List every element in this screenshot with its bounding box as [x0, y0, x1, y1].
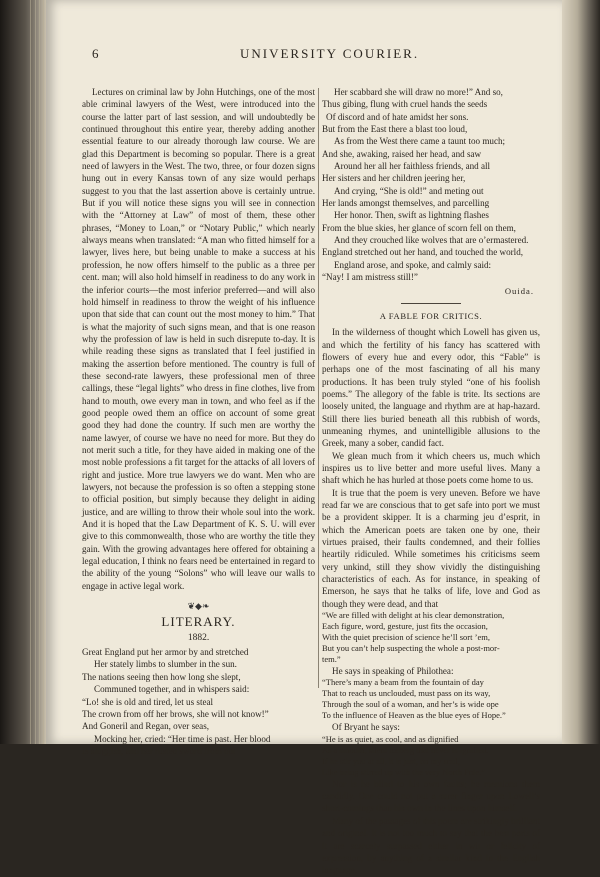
poem-line: The nations seeing then how long she slept,	[82, 671, 241, 682]
quote-line: “We are filled with delight at his clear demonstration,	[322, 610, 505, 621]
philothea-quote	[322, 677, 540, 721]
quote-line: With the quiet precision of science he’ll sort ’em,	[322, 632, 490, 643]
article-paragraph: Many of the passages of this poem are strikingly brilliant and original. It is not too much to say that the best parts of it are scarcely surpassed either in wit or felicity of expression, by anything of a similar kind in the English language.	[322, 815, 540, 876]
poem-author: Ouida.	[504, 285, 534, 296]
quote-line: But you can’t help suspecting the whole a post-mor-	[322, 643, 500, 654]
poem-line: Her scabbard she will draw no more!” And so,	[334, 87, 503, 97]
poem-line: And crying, “She is old!” and meting out	[334, 185, 484, 196]
ornament: ❦◆❧	[187, 601, 210, 612]
poem-line: Of discord and of hate amidst her sons.	[326, 111, 469, 122]
poem-line: And she, awaking, raised her head, and saw	[322, 148, 482, 159]
quote-line: If he stir you at all, it is just, on my soul,	[322, 755, 460, 766]
page-edge	[562, 0, 600, 744]
quote-line: Like being stirred up with the very North Pole.”	[322, 766, 486, 777]
poem-line: England arose, and spoke, and calmly said:	[334, 259, 492, 270]
quote-line: To the influence of Heaven as the blue eyes of Hope.”	[322, 710, 506, 721]
section-divider	[401, 303, 461, 304]
poem-line: “Nay! I am mistress still!”	[322, 272, 418, 283]
poem-line: And they crouched like wolves that are o’ermastered.	[334, 235, 529, 246]
poem-line: Communed together, and in whispers said:	[94, 684, 250, 695]
left-column	[82, 86, 315, 757]
article-paragraph: We glean much from it which cheers us, much which inspires us to live better and more useful lives. Many a shaft which he has hurled at those poets come home to us.	[322, 450, 540, 486]
poem-line: Her lands amongst themselves, and parcelling	[322, 198, 490, 209]
poem-line: Her sisters and her children jeering her,	[322, 173, 466, 184]
poem-1882-part1	[82, 646, 315, 757]
section-title-literary: LITERARY.	[161, 614, 236, 630]
poem-line: Great England put her armor by and stretched	[82, 647, 249, 658]
book-spine	[0, 0, 46, 744]
poem-line: Is sluggish, and her rusted sword from out	[82, 745, 236, 756]
bryant-quote	[322, 734, 540, 778]
poem-line: Mocking her, cried: “Her time is past. Her blood	[94, 733, 271, 744]
law-paragraph: Lectures on criminal law by John Hutchings, one of the most able criminal lawyers of the West, were introduced into the course the latter part of last session, and will undoubtedly be continued throughout this entire year, thereby adding another essential feature to our already thorough law course. We are glad this Department is becoming so popular. There is a great need of lawyers in the West. The two, three, or four dozen signs hung out in every Kansas town of any size would perhaps suggest to you that the last assertion above is certainly untrue. But if you will notice these signs you will see in connection with the “Attorney at Law” of most of them, these other phrases, “Money to Loan,” or “Notary Public,” which nearly always means when translated: “A man who fitted himself for a lawyer, lives here, but being unable to make a success at his profession, he now offers himself to the public as a three per cent. man; will also hold himself in readiness to do any work in the inferior courts—the most inferior preferred—and will also hold himself in readiness to throw the weight of his influence upon that side that can count out the most money to him.” That is what the majority of such signs mean, and that is one reason why the profession of law is held in such disrepute to-day. It is while reading these signs as translated that I feel justified in making the assertion before mentioned. The country is full of these second-rate lawyers, these professional men of three callings, these “legal lights” who dress in fine clothes, live from hand to mouth, owe every man in town, and who feel as if the good people owed them an office on account of some great good they had done the country. If such men are worthy the name lawyer, of course we have no need for more. But they do not merit such a title, for they have aided in making one of the most noble professions a fit target for the attacks of all lovers of right and justice. More true lawyers we do want. Men who are lawyers, not because the profession is so often a stepping stone to official position, but simply because they delight in aiding justice, and are willing to throw their whole soul into the work. And it is hoped that the Law Department of K. S. U. will ever give to this commonwealth, those who are worthy the title they gain. With the growing advantages here offered for obtaining a legal education, I think no fears need be entertained in regard to the ability of the young “Solons” who will leave our walls to engage in active legal work.	[82, 87, 315, 591]
quote-line: “He is as quiet, as cool, and as dignified	[322, 733, 459, 744]
poem-line: Her stately limbs to slumber in the sun.	[94, 659, 237, 670]
quote-line: Through the soul of a woman, and her’s is wide ope	[322, 699, 499, 710]
running-title: UNIVERSITY COURIER.	[240, 46, 420, 61]
poem-line: Thus gibing, flung with cruel hands the seeds	[322, 99, 488, 110]
poem-line: The crown from off her brows, she will not know!”	[82, 708, 269, 719]
article-paragraph: Nor is he blind to his own faults; he mentions them candidly. One could not put a surer finger upon Lowell’s short-comings than his own in the lines upon himself.	[322, 778, 540, 814]
poem-line: And Goneril and Regan, over seas,	[82, 721, 210, 732]
article-paragraph: It is true that the poem is very uneven. Before we have read far we are conscious that to get safe into port we must be a provident skipper. It is a charming jeu d’esprit, in which the American poets are taken one by one, their virtues praised, their faults condemned, and their follies heartily ridiculed. While sometimes his criticisms seem very unkind, still they show vividly the distinguishing characteristics of each. As for instance, in speaking of Emerson, he says that he talks of life, love and God as though they were dead, and that	[322, 487, 540, 609]
article-paragraph: Of Bryant he says:	[332, 722, 400, 733]
poem-line: But from the East there a blast too loud,	[322, 124, 468, 135]
poem-line: Her honor. Then, swift as lightning flashes	[334, 210, 489, 221]
right-column	[322, 86, 540, 877]
emerson-quote	[322, 610, 540, 665]
page-number: 6	[92, 46, 99, 61]
poem-line: From the blue skies, her glance of scorn fell on them,	[322, 222, 516, 233]
poem-year: 1882.	[187, 632, 210, 643]
poem-1882-part2	[322, 86, 540, 284]
poem-line: “Lo! she is old and tired, let us steal	[82, 696, 214, 707]
poem-line: England stretched out her hand, and touched the world,	[322, 247, 524, 258]
poem-line: As from the West there came a taunt too much;	[334, 136, 506, 147]
column-divider	[318, 88, 319, 688]
quote-line: Each figure, word, gesture, just fits the occasion,	[322, 621, 488, 632]
quote-line: That to reach us unclouded, must pass on its way,	[322, 688, 491, 699]
poem-line: Around her all her faithless friends, and all	[334, 161, 491, 172]
article-paragraph: He says in speaking of Philothea:	[332, 666, 454, 677]
quote-line: “There’s many a beam from the fountain of day	[322, 677, 484, 688]
article-title: A FABLE FOR CRITICS.	[379, 310, 483, 321]
quote-line: tem.”	[322, 654, 341, 665]
quote-line: As a smooth, silent iceberg that never is ignified.	[322, 744, 489, 755]
article-paragraph: In the wilderness of thought which Lowell has given us, and which the fertility of his fancy has scattered with flowers of every hue and every odor, this “Fable” is perhaps one of the most fascinating of all his many productions. It has been truly styled “one of his foolish poems.” The allegory of the fable is trite. Its sections are loosely united, the language and rhythm are at hap-hazard. Still there lies buried beneath all this rubbish of words, unmeaning rhymes, and unintelligible allusions to the Greek, many a sober, candid fact.	[322, 327, 540, 449]
